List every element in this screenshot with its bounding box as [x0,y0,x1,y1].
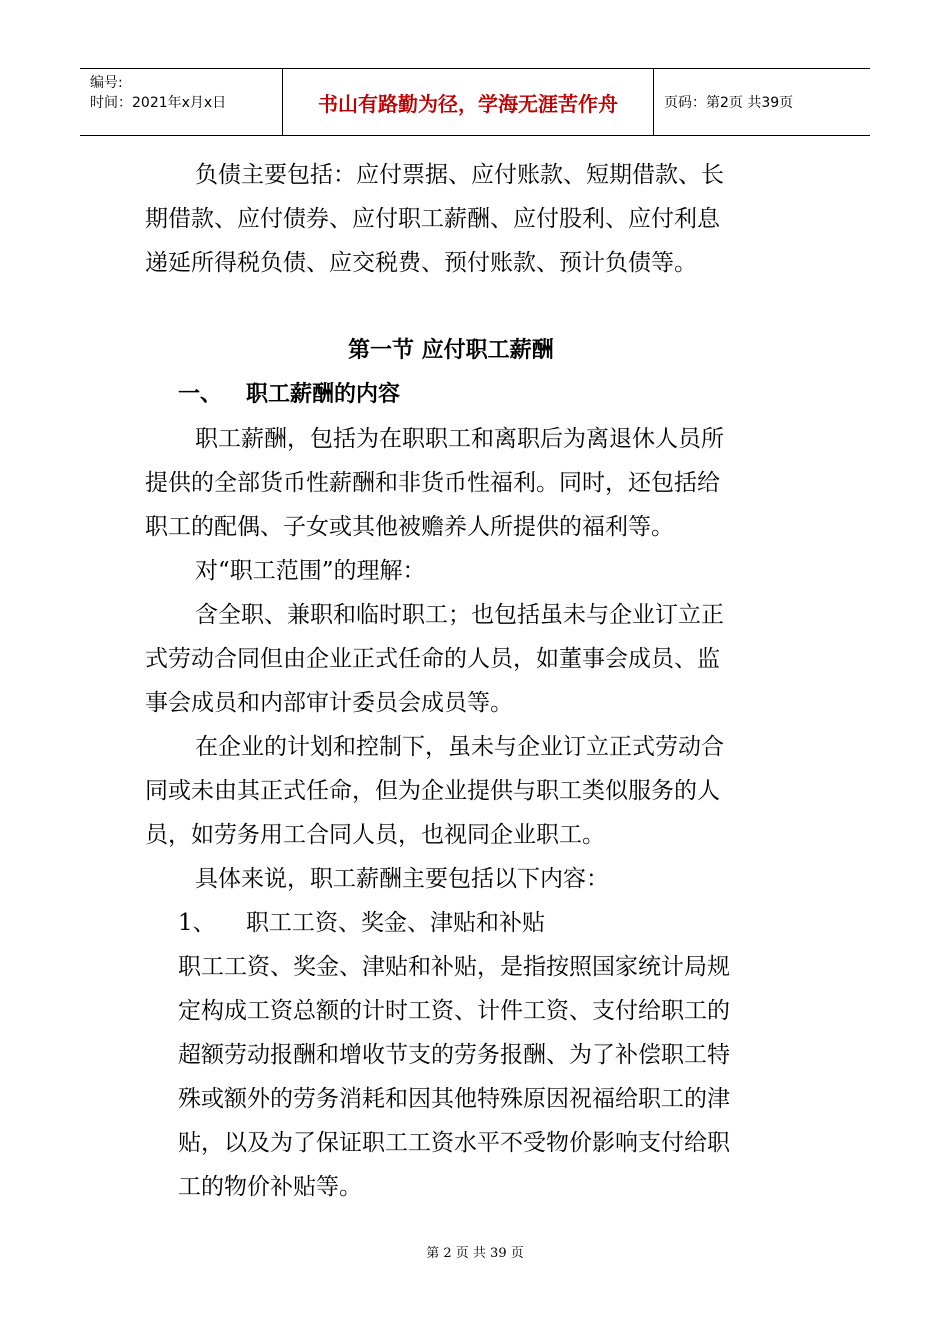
body-line: 对“职工范围”的理解： [195,558,426,584]
body-line: 负债主要包括：应付票据、应付账款、短期借款、长 [195,162,724,188]
subheading-title: 职工工资、奖金、津贴和补贴 [246,910,545,936]
body-line: 职工薪酬，包括为在职职工和离职后为离退休人员所 [195,426,724,452]
page-footer: 第 2 页 共 39 页 [426,1246,524,1261]
body-line: 贴，以及为了保证职工工资水平不受物价影响支付给职 [178,1130,730,1156]
header-meta [80,69,282,135]
heading-number: 一、 [178,382,223,407]
body-line: 具体来说，职工薪酬主要包括以下内容： [195,866,609,892]
body-line: 职工工资、奖金、津贴和补贴，是指按照国家统计局规 [178,954,730,980]
header-page-info: 页码：第2页 共39页 [664,95,794,111]
header-motto: 书山有路勤为径，学海无涯苦作舟 [282,69,654,135]
header-date: 时间：2021年x月x日 [90,95,227,111]
body-line: 定构成工资总额的计时工资、计件工资、支付给职工的 [178,998,730,1024]
page-header [80,68,870,136]
heading-title: 职工薪酬的内容 [246,382,401,407]
body-line: 期借款、应付债券、应付职工薪酬、应付股利、应付利息 [145,206,720,232]
body-line: 式劳动合同但由企业正式任命的人员，如董事会成员、监 [145,646,720,672]
body-line: 职工的配偶、子女或其他被赡养人所提供的福利等。 [145,514,674,540]
section-title: 第一节 应付职工薪酬 [348,338,554,363]
header-number-label: 编号: [90,75,123,91]
body-line: 员，如劳务用工合同人员，也视同企业职工。 [145,822,605,848]
body-line: 递延所得税负债、应交税费、预付账款、预计负债等。 [145,250,697,276]
body-line: 事会成员和内部审计委员会成员等。 [145,690,513,716]
body-line: 殊或额外的劳务消耗和因其他特殊原因祝福给职工的津 [178,1086,730,1112]
body-line: 在企业的计划和控制下，虽未与企业订立正式劳动合 [195,734,724,760]
body-line: 提供的全部货币性薪酬和非货币性福利。同时，还包括给 [145,470,720,496]
body-line: 同或未由其正式任命，但为企业提供与职工类似服务的人 [145,778,720,804]
body-line: 超额劳动报酬和增收节支的劳务报酬、为了补偿职工特 [178,1042,730,1068]
body-line: 工的物价补贴等。 [178,1174,362,1200]
subheading-number: 1、 [178,910,216,936]
body-line: 含全职、兼职和临时职工；也包括虽未与企业订立正 [195,602,724,628]
